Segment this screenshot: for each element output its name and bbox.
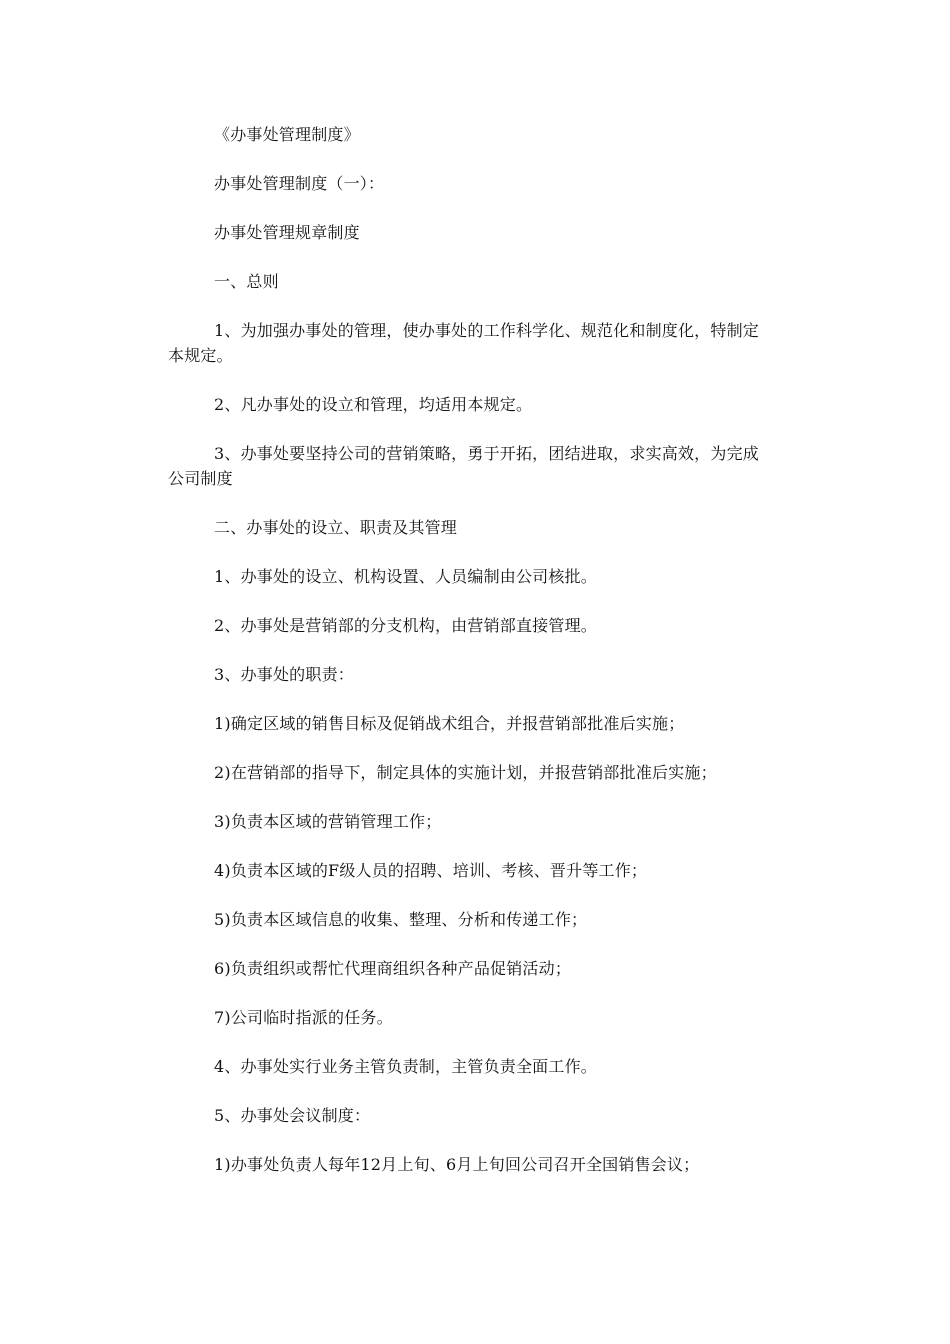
paragraph-office-2: 2、办事处是营销部的分支机构，由营销部直接管理。 xyxy=(214,616,597,635)
paragraph-office-4: 4、办事处实行业务主管负责制，主管负责全面工作。 xyxy=(214,1057,597,1076)
paragraph-office-3: 3、办事处的职责： xyxy=(214,665,354,684)
chapter-heading-office: 二、办事处的设立、职责及其管理 xyxy=(214,518,458,537)
paragraph-general-1: 1、为加强办事处的管理，使办事处的工作科学化、规范化和制度化，特制定本规定。 xyxy=(168,321,759,365)
meeting-item-1: 1)办事处负责人每年12月上旬、6月上旬回公司召开全国销售会议； xyxy=(214,1155,700,1174)
document-body xyxy=(168,122,772,1201)
duty-item-3: 3)负责本区域的营销管理工作； xyxy=(214,812,442,831)
document-title: 《办事处管理制度》 xyxy=(214,125,360,144)
duty-item-4: 4)负责本区域的F级人员的招聘、培训、考核、晋升等工作； xyxy=(214,861,648,880)
section-heading-part-one: 办事处管理制度（一）： xyxy=(214,174,385,193)
duty-item-2: 2)在营销部的指导下，制定具体的实施计划，并报营销部批准后实施； xyxy=(214,763,717,782)
paragraph-office-5: 5、办事处会议制度： xyxy=(214,1106,371,1125)
duty-item-6: 6)负责组织或帮忙代理商组织各种产品促销活动； xyxy=(214,959,572,978)
duty-item-7: 7)公司临时指派的任务。 xyxy=(214,1008,393,1027)
paragraph-office-1: 1、办事处的设立、机构设置、人员编制由公司核批。 xyxy=(214,567,597,586)
paragraph-general-3: 3、办事处要坚持公司的营销策略，勇于开拓，团结进取，求实高效，为完成公司制度 xyxy=(168,444,759,488)
chapter-heading-general: 一、总则 xyxy=(214,272,279,291)
duty-item-5: 5)负责本区域信息的收集、整理、分析和传递工作； xyxy=(214,910,588,929)
duty-item-1: 1)确定区域的销售目标及促销战术组合，并报营销部批准后实施； xyxy=(214,714,685,733)
section-subheading: 办事处管理规章制度 xyxy=(214,223,360,242)
paragraph-general-2: 2、凡办事处的设立和管理，均适用本规定。 xyxy=(214,395,533,414)
